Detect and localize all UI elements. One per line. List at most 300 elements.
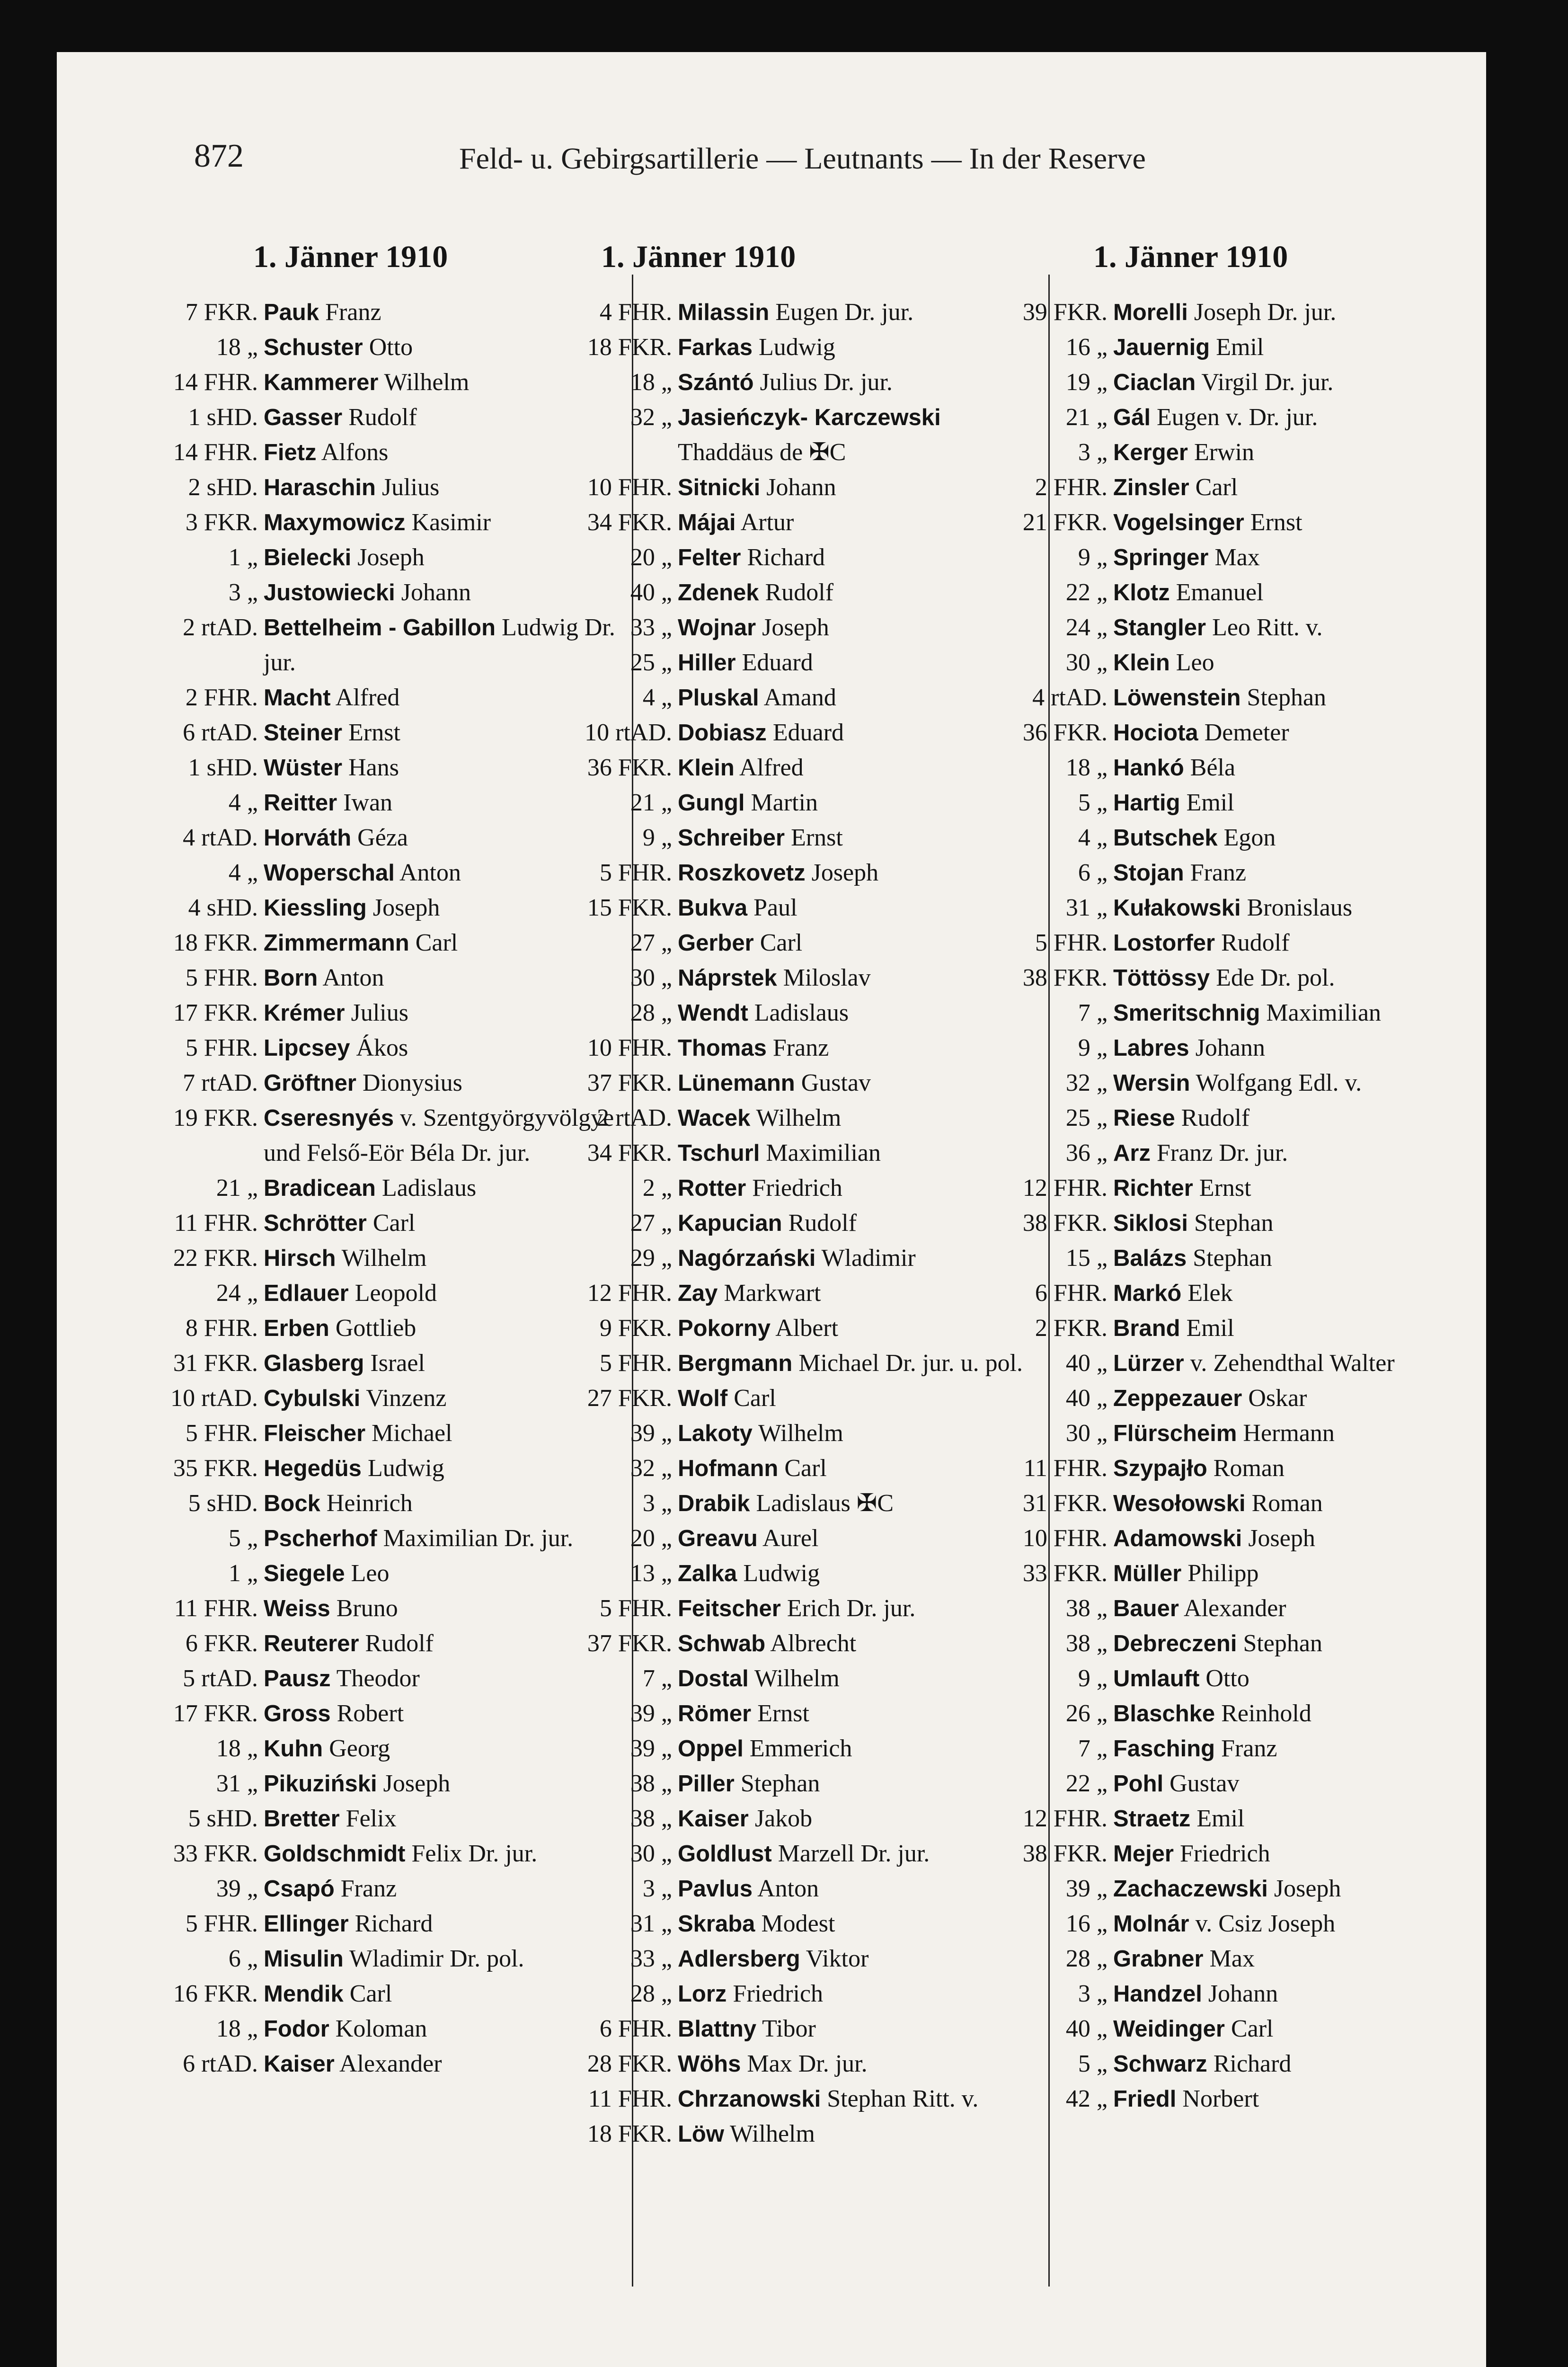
entry-name	[678, 961, 871, 996]
entry-rank: 28 „	[630, 999, 672, 1026]
entry-name	[1113, 1486, 1323, 1521]
entry-surname: Greavu	[678, 1526, 758, 1551]
entry-given-names: Carl	[1231, 2015, 1274, 2042]
entry-given-names: Aurel	[762, 1525, 819, 1552]
entry-rank: 4 rtAD.	[1032, 684, 1107, 711]
entry-surname: Gasser	[264, 405, 343, 430]
list-item	[144, 1661, 627, 1696]
list-item	[558, 855, 1041, 890]
entry-name	[264, 1066, 462, 1101]
entry-given-names: Franz	[772, 1034, 829, 1061]
list-item	[144, 295, 627, 330]
entry-surname: Labres	[1113, 1035, 1189, 1061]
entry-given-names: v. Zehendthal Walter	[1190, 1350, 1395, 1377]
entry-given-names: Anton	[399, 859, 461, 886]
entry-name	[264, 2047, 442, 2082]
list-item	[144, 1101, 627, 1171]
entry-name	[264, 540, 425, 575]
entry-rank: 28 „	[1065, 1945, 1107, 1972]
entry-rank: 33 „	[630, 1945, 672, 1972]
entry-name	[1113, 1871, 1341, 1906]
entry-surname: Lakoty	[678, 1421, 753, 1446]
entry-surname: Kułakowski	[1113, 895, 1241, 921]
entry-rank: 17 FKR.	[173, 1700, 258, 1727]
list-item	[994, 1731, 1477, 1766]
list-item	[994, 1521, 1477, 1556]
list-item	[994, 715, 1477, 750]
entry-rank: 28 „	[630, 1980, 672, 2007]
entry-surname: Bielecki	[264, 545, 352, 570]
entry-given-names: Heinrich	[326, 1490, 413, 1517]
list-item	[558, 1801, 1041, 1836]
list-item	[558, 1486, 1041, 1521]
entry-name	[1113, 1941, 1255, 1976]
entry-given-names: Vinzenz	[366, 1385, 447, 1412]
entry-surname: Pohl	[1113, 1771, 1164, 1797]
entry-given-names: Felix Dr. jur.	[411, 1840, 538, 1867]
page-header	[57, 137, 1486, 189]
list-item	[994, 435, 1477, 470]
column-date: 1. Jänner 1910	[253, 240, 448, 274]
entry-given-names: Roman	[1213, 1455, 1285, 1482]
entry-surname: Roszkovetz	[678, 860, 806, 886]
entry-name	[1113, 1591, 1286, 1626]
entry-given-names: Wilhelm	[384, 369, 470, 396]
list-item	[558, 1066, 1041, 1101]
entry-rank: 27 „	[630, 1210, 672, 1237]
entry-name	[1113, 890, 1352, 925]
entry-given-names: Franz Dr. jur.	[1156, 1139, 1288, 1166]
entry-name	[1113, 295, 1336, 330]
entry-given-names: Joseph	[1248, 1525, 1315, 1552]
entry-rank: 4 „	[642, 684, 672, 711]
entry-name	[264, 1381, 446, 1416]
entry-given-names: Virgil Dr. jur.	[1201, 369, 1334, 396]
entry-rank: 32 „	[630, 404, 672, 431]
list-item	[144, 1556, 627, 1591]
entry-surname: Tschurl	[678, 1140, 760, 1166]
column-3	[994, 239, 1477, 2322]
entry-rank: 28 FKR.	[587, 2050, 672, 2077]
entry-rank: 20 „	[630, 1525, 672, 1552]
list-item	[558, 1031, 1041, 1066]
entry-given-names: Tibor	[762, 2015, 816, 2042]
entry-name	[678, 1416, 843, 1451]
entry-given-names: Wilhelm	[756, 1104, 842, 1131]
entry-surname: Schrötter	[264, 1210, 367, 1236]
entry-given-names: Reinhold	[1221, 1700, 1311, 1727]
list-item	[144, 435, 627, 470]
entry-given-names: Joseph	[811, 859, 879, 886]
entry-rank: 39 „	[630, 1420, 672, 1447]
entry-surname: Kapucian	[678, 1210, 782, 1236]
entry-rank: 18 FKR.	[587, 334, 672, 361]
entry-given-names: Alfred	[739, 754, 804, 781]
entry-surname: Haraschin	[264, 475, 376, 500]
list-item	[144, 2047, 627, 2082]
entry-given-names: v. Szentgyörgyvölgye und Felső-Eör Béla Dr. jur.	[264, 1104, 614, 1166]
entry-rank: 16 FKR.	[173, 1980, 258, 2007]
entry-given-names: Michael Dr. jur. u. pol.	[798, 1350, 1023, 1377]
list-item	[558, 1591, 1041, 1626]
column-2	[558, 239, 1041, 2322]
entry-name	[678, 575, 833, 610]
entry-surname: Jauernig	[1113, 335, 1210, 360]
entry-surname: Bukva	[678, 895, 748, 921]
entry-given-names: Carl	[784, 1455, 827, 1482]
entry-given-names: Kasimir	[411, 509, 491, 536]
list-item	[994, 855, 1477, 890]
list-item	[558, 715, 1041, 750]
entry-rank: 7 „	[1078, 1735, 1107, 1762]
entry-rank: 4 FHR.	[599, 299, 672, 326]
entry-given-names: Leopold	[354, 1280, 437, 1307]
entry-surname: Butschek	[1113, 825, 1218, 851]
entry-name	[264, 1276, 437, 1311]
list-item	[144, 1731, 627, 1766]
list-item	[558, 750, 1041, 785]
entry-name	[1113, 1381, 1307, 1416]
entry-surname: Lünemann	[678, 1070, 795, 1096]
list-item	[144, 925, 627, 961]
list-item	[994, 996, 1477, 1031]
entry-surname: Wersin	[1113, 1070, 1190, 1096]
list-item	[994, 785, 1477, 820]
entry-rank: 25 „	[630, 649, 672, 676]
list-item	[994, 2047, 1477, 2082]
entry-rank: 12 FHR.	[1022, 1805, 1107, 1832]
entry-rank: 4 sHD.	[188, 894, 258, 921]
entry-given-names: Ernst	[1199, 1175, 1251, 1201]
entry-given-names: Norbert	[1182, 2085, 1259, 2112]
entry-rank: 5 „	[1078, 789, 1107, 816]
list-item	[558, 2047, 1041, 2082]
entry-name	[678, 2117, 815, 2152]
list-item	[558, 1941, 1041, 1976]
entry-given-names: Paul	[753, 894, 797, 921]
entry-name	[678, 1486, 894, 1521]
entry-name	[264, 1766, 450, 1801]
column-date: 1. Jänner 1910	[1093, 240, 1288, 274]
entry-rank: 18 „	[630, 369, 672, 396]
entry-rank: 5 „	[228, 1525, 258, 1552]
entry-name	[678, 610, 829, 645]
entry-given-names: Max	[1209, 1945, 1255, 1972]
list-item	[558, 400, 1041, 470]
list-item	[994, 1556, 1477, 1591]
entry-name	[678, 330, 835, 365]
list-item	[994, 505, 1477, 540]
entry-surname: Fietz	[264, 440, 317, 465]
entry-rank: 1 „	[228, 1560, 258, 1587]
entry-name	[264, 1171, 476, 1206]
entry-surname: Hartig	[1113, 790, 1180, 816]
entry-name	[264, 1031, 408, 1066]
list-item	[144, 1591, 627, 1626]
entry-surname: Fleischer	[264, 1421, 366, 1446]
entry-given-names: Alexander	[339, 2050, 442, 2077]
entry-name	[264, 820, 408, 855]
entry-name	[1113, 400, 1318, 435]
list-item	[558, 1661, 1041, 1696]
entry-rank: 37 FKR.	[587, 1069, 672, 1096]
entry-given-names: Richard	[1213, 2050, 1292, 2077]
entry-rank: 15 „	[1065, 1245, 1107, 1272]
entry-rank: 40 „	[1065, 1350, 1107, 1377]
entry-given-names: Thaddäus de ✠C	[678, 439, 846, 466]
entry-surname: Riese	[1113, 1105, 1175, 1131]
entry-given-names: Wilhelm	[730, 2120, 815, 2147]
entry-surname: Pavlus	[678, 1876, 753, 1902]
entry-surname: Klein	[678, 755, 735, 781]
entry-given-names: Wladimir Dr. pol.	[349, 1945, 524, 1972]
entry-given-names: Gustav	[1169, 1770, 1240, 1797]
entry-surname: Löw	[678, 2121, 724, 2147]
entry-surname: Gröftner	[264, 1070, 356, 1096]
entry-surname: Goldlust	[678, 1841, 772, 1867]
entry-name	[678, 1346, 1023, 1381]
list-item	[994, 1801, 1477, 1836]
list-item	[994, 1416, 1477, 1451]
entry-rank: 4 „	[1078, 824, 1107, 851]
entry-given-names: Carl	[372, 1210, 416, 1237]
entry-name	[264, 1416, 452, 1451]
entry-surname: Dobiasz	[678, 720, 767, 746]
entry-name	[1113, 1031, 1265, 1066]
entry-name	[264, 2011, 427, 2047]
entry-rank: 31 FKR.	[1022, 1490, 1107, 1517]
list-item	[144, 365, 627, 400]
entry-rank: 12 FHR.	[1022, 1175, 1107, 1201]
entry-rank: 3 FKR.	[185, 509, 258, 536]
entry-given-names: Bronislaus	[1247, 894, 1353, 921]
list-item	[558, 1521, 1041, 1556]
list-item	[994, 1451, 1477, 1486]
page-title: Feld- u. Gebirgsartillerie — Leutnants — In der Reserve	[459, 142, 1146, 175]
entry-name	[1113, 1661, 1249, 1696]
entry-surname: Adlersberg	[678, 1946, 800, 1972]
entry-rank: 35 FKR.	[173, 1455, 258, 1482]
entry-given-names: Stephan	[1193, 1245, 1272, 1272]
entry-surname: Debreczeni	[1113, 1631, 1237, 1656]
entry-given-names: v. Csiz Joseph	[1195, 1910, 1336, 1937]
entry-rank: 3 „	[228, 579, 258, 606]
entry-rank: 5 FHR.	[185, 1910, 258, 1937]
list-item	[144, 1521, 627, 1556]
list-item	[144, 610, 627, 680]
entry-rank: 39 „	[1065, 1875, 1107, 1902]
entry-name	[678, 2047, 868, 2082]
entry-surname: Kaiser	[264, 2051, 335, 2077]
entry-name	[264, 680, 399, 715]
entry-given-names: Wolfgang Edl. v.	[1196, 1069, 1362, 1096]
entry-rank: 1 sHD.	[188, 404, 258, 431]
entry-given-names: Eduard	[742, 649, 813, 676]
entry-surname: Mejer	[1113, 1841, 1174, 1867]
entry-given-names: Stephan	[740, 1770, 820, 1797]
entry-surname: Blattny	[678, 2016, 757, 2042]
entry-surname: Bergmann	[678, 1351, 793, 1376]
list-item	[558, 1381, 1041, 1416]
entry-rank: 7 „	[1078, 999, 1107, 1026]
entry-rank: 9 „	[1078, 1665, 1107, 1692]
list-item	[994, 400, 1477, 435]
entry-rank: 39 „	[630, 1735, 672, 1762]
entry-surname: Gál	[1113, 405, 1151, 430]
entry-surname: Krémer	[264, 1000, 345, 1026]
list-item	[558, 645, 1041, 680]
entry-name	[1113, 961, 1335, 996]
entry-name	[678, 1906, 835, 1941]
entry-name	[264, 750, 399, 785]
entry-given-names: Ladislaus	[381, 1175, 477, 1201]
list-item	[558, 365, 1041, 400]
entry-surname: Klein	[1113, 650, 1170, 676]
entry-name	[264, 1836, 537, 1871]
entry-surname: Handzel	[1113, 1981, 1202, 2007]
entry-rank: 11 FHR.	[174, 1210, 258, 1237]
entry-name	[678, 680, 836, 715]
entry-surname: Blaschke	[1113, 1701, 1215, 1726]
list-item	[144, 1801, 627, 1836]
entry-surname: Gerber	[678, 930, 754, 956]
entry-given-names: Demeter	[1204, 719, 1289, 746]
entry-rank: 38 „	[630, 1770, 672, 1797]
entry-surname: Bock	[264, 1491, 320, 1516]
entry-name	[1113, 435, 1254, 470]
list-item	[558, 1836, 1041, 1871]
entry-surname: Zeppezauer	[1113, 1386, 1242, 1411]
list-item	[558, 925, 1041, 961]
list-item	[994, 961, 1477, 996]
list-item	[558, 1276, 1041, 1311]
list-item	[144, 1311, 627, 1346]
entry-rank: 36 „	[1065, 1139, 1107, 1166]
entry-rank: 6 FHR.	[1035, 1280, 1107, 1307]
entry-surname: Goldschmidt	[264, 1841, 406, 1867]
list-item	[558, 1766, 1041, 1801]
entry-given-names: Maximilian	[1266, 999, 1382, 1026]
list-item	[144, 961, 627, 996]
entry-name	[678, 2082, 978, 2117]
entry-surname: Drabik	[678, 1491, 750, 1516]
entry-name	[264, 1451, 444, 1486]
entry-name	[1113, 575, 1264, 610]
entry-surname: Hofmann	[678, 1456, 779, 1481]
entry-rank: 30 „	[630, 964, 672, 991]
list-item	[994, 1486, 1477, 1521]
entry-surname: Lostorfer	[1113, 930, 1215, 956]
entry-surname: Lürzer	[1113, 1351, 1184, 1376]
entry-name	[1113, 1101, 1249, 1136]
list-item	[144, 820, 627, 855]
entry-name	[264, 505, 491, 540]
entry-surname: Wöhs	[678, 2051, 741, 2077]
entry-given-names: Friedrich	[1180, 1840, 1270, 1867]
entry-given-names: Joseph	[357, 544, 425, 571]
list-item	[994, 1031, 1477, 1066]
entry-rank: 24 „	[216, 1280, 258, 1307]
entry-rank: 3 „	[642, 1875, 672, 1902]
entry-given-names: Michael	[372, 1420, 452, 1447]
entry-rank: 6 rtAD.	[183, 719, 258, 746]
list-item	[144, 330, 627, 365]
entry-rank: 34 FKR.	[587, 509, 672, 536]
entry-given-names: Hermann	[1243, 1420, 1335, 1447]
entry-given-names: Emmerich	[749, 1735, 852, 1762]
entry-name	[1113, 1276, 1233, 1311]
entry-given-names: Carl	[415, 929, 458, 956]
entry-rank: 26 „	[1065, 1700, 1107, 1727]
entry-rank: 6 „	[1078, 859, 1107, 886]
entry-rank: 1 sHD.	[188, 754, 258, 781]
entry-rank: 29 „	[630, 1245, 672, 1272]
entry-rank: 10 FHR.	[1022, 1525, 1107, 1552]
list-item	[144, 1906, 627, 1941]
entry-surname: Siklosi	[1113, 1210, 1188, 1236]
entry-given-names: Wilhelm	[754, 1665, 840, 1692]
entry-given-names: Leo	[1176, 649, 1214, 676]
entry-list	[558, 295, 1041, 2152]
entry-rank: 2 rtAD.	[183, 614, 258, 641]
entry-given-names: Eugen Dr. jur.	[775, 299, 914, 326]
entry-given-names: Ludwig Dr. jur.	[264, 614, 615, 676]
entry-surname: Weiss	[264, 1596, 330, 1621]
list-item	[144, 470, 627, 505]
entry-rank: 2 FHR.	[1035, 474, 1107, 501]
entry-name	[1113, 540, 1260, 575]
entry-rank: 5 rtAD.	[183, 1665, 258, 1692]
list-item	[558, 1626, 1041, 1661]
entry-surname: Wesołowski	[1113, 1491, 1246, 1516]
entry-surname: Szypajło	[1113, 1456, 1207, 1481]
entry-name	[1113, 1171, 1251, 1206]
entry-name	[678, 996, 849, 1031]
entry-surname: Justowiecki	[264, 580, 395, 605]
entry-name	[264, 1486, 413, 1521]
entry-name	[1113, 925, 1290, 961]
entry-name	[678, 715, 844, 750]
entry-name	[264, 575, 471, 610]
entry-given-names: Richard	[747, 544, 825, 571]
entry-given-names: Oskar	[1248, 1385, 1307, 1412]
entry-surname: Flürscheim	[1113, 1421, 1237, 1446]
entry-surname: Reitter	[264, 790, 337, 816]
entry-surname: Fodor	[264, 2016, 329, 2042]
entry-name	[1113, 1766, 1240, 1801]
list-item	[558, 2082, 1041, 2117]
entry-surname: Morelli	[1113, 300, 1188, 325]
entry-rank: 31 „	[216, 1770, 258, 1797]
entry-name	[1113, 2047, 1291, 2082]
entry-given-names: Otto	[1205, 1665, 1249, 1692]
list-item	[558, 2011, 1041, 2047]
entry-surname: Bettelheim - Gabillon	[264, 615, 496, 641]
entry-surname: Glasberg	[264, 1351, 364, 1376]
entry-given-names: Emil	[1196, 1805, 1245, 1832]
entry-rank: 7 rtAD.	[183, 1069, 258, 1096]
entry-given-names: Ernst	[1250, 509, 1302, 536]
entry-name	[264, 1346, 425, 1381]
list-item	[558, 540, 1041, 575]
entry-surname: Hankó	[1113, 755, 1184, 781]
entry-surname: Májai	[678, 510, 736, 535]
entry-surname: Hegedüs	[264, 1456, 362, 1481]
entry-surname: Ellinger	[264, 1911, 349, 1937]
entry-rank: 27 FKR.	[587, 1385, 672, 1412]
list-item	[144, 575, 627, 610]
list-item	[144, 855, 627, 890]
